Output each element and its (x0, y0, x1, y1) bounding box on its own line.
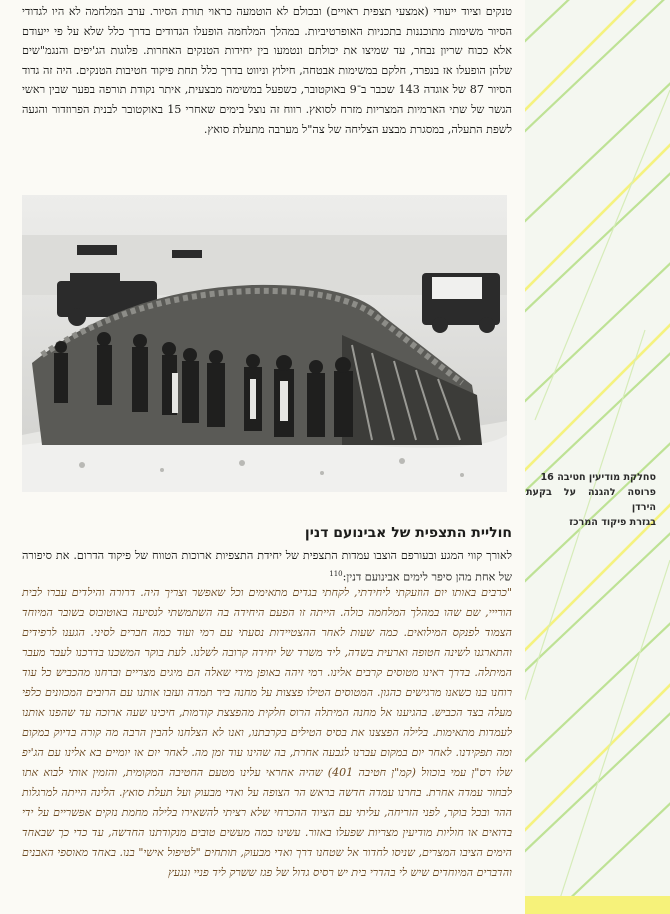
decorative-bottom-band (525, 896, 670, 914)
historical-photo (22, 195, 507, 492)
photo-caption (526, 470, 656, 530)
caption-line-1: סחלקת מודיעין חטיבה 16 (540, 472, 656, 483)
photo-illustration (22, 195, 507, 492)
decorative-stripes (525, 0, 670, 914)
section-intro-text: לאורך קווי המגע ובעורפם הוצבו עמדות התצפית של יחידת התצפיות ארוכות הטווח של פיקוד הדרום. את סיפורה של אחת מהן סיפר לימים אבינועם דנין: (22, 549, 512, 584)
section-intro (22, 547, 512, 587)
footnote-reference: 110 (329, 570, 343, 578)
caption-line-3: בגזרת פיקוד המרכז (569, 517, 656, 528)
top-paragraph (22, 2, 512, 139)
section-heading: חוליית התצפית של אבינועם דנין (304, 525, 512, 541)
testimony-quote (22, 583, 512, 883)
top-paragraph-text: טנקים וציוד ייעודי (אמצעי תצפית ראויים) ובכולם לא הוטמעה כראוי תורת הסיור. ערב המלחמה לא היו לגדודי הסיור משימות מתוכננות בתכניות האופרטיביות. במהלך המלחמה הופעלו הגדודים בדרך כלל שלא על פי ייעודם אלא ככוח שריון נבחר, עד שמיצו את יכולתם ונטמעו בין יחידות הטנקים האחרות. פלוגות הג'יפים והנגמ"שים שלהן הופעלו אז בנפרד, חלקם במשימות אבטחה, חילוץ וניווט בדרך כלל תחת פיקוד חטיבות הטנקים. היה זה גדוד הסיור 87 של אוגדה 143 שכבר ב־9 באוקטובר, כשפעל במשימה מבצעית, איתר נקודת תורפה בפער שבין ראשי הגשר של שתי הארמיות המצריות מזרח לסואץ. רווח זה נוצל בימים שאחרי 15 באוקטובר לבנית הפרוזדור והגעה לשפת התעלה, במסגרת מבצע הצליחה של צה"ל מערבה מתעלת סואץ. (22, 5, 512, 136)
caption-line-2: פרוסה להגנה על בקעת הירדן (526, 487, 656, 513)
testimony-quote-text: "כרבים באותו יום הוזעקתי ליחידתי, לקחתי בגדים מתאימים וכל שאפשר וצריך היה. דרורה והילדים עברו לבית הורייי, שם שהו במהלך המלחמה כולה. הייתה זו הפעם היחידה בה השתמשתי לנסיעה באוטובוס בשובר המיוחד הצמוד לפנקס המילואים. כמה שעות לאחר ההצטיידות נסעתי עם רמי ועוד כמה חברים לסיני. הגענו לרפידים והתארגנו לשינה חטופה וארעית בשדה, ליד משרד של יחידה קרובה לשלנו. לעת בוקר המשכנו בדרכנו לעבר מעבר המיתלה. בדרך ראינו מטוסים קרבים אלינו. רמי זיהה באופן מידי שאלה הם מיגים מצריים וברחנו מהכביש כל עוד רוחנו בנו כשאנו מרגישים כהגון. המטוסים הטילו פצצות על מחנה ביר תמדה ועזבו אותנו עם הרובים המכוונים כלפי מעלה בצד הכביש. בהגיענו אל מחנה המיתלה הרוס חלקית מהפצצת קודמות, חיכינו שעה ארוכה עד שהפנו אותנו לעמדות מתאימות. בלילה הפצצנו את בסיס הטילים בקרבתנו, ואנו לא הצלחנו להבין הרבה מה קורה בדיוק במקום ומה תפקידנו. לאחר יום במקום עברנו לגבעה אחרת, בה שהינו עוד זמן מה. לאחר יום או יומיים בא אלינו עם הג'יפ שלו רס"ן עמי בוכוול (קמ"ן חטיבה 401) שהיה אחראי עלינו מטעם החטיבה המקומית, והזמין אותי לבוא אתו לבחור עמדה אחרת. בחרנו עמדה חדשה בראש הר הצופה על ואדי מבעוק ועל תעלת סואץ. הלינה הייתה למרגלות ההר ובכל בוקר, לפני הזריחה, עליתי עם הציוד ההכרחי שלא רציתי להשאירו בלילה מחמת נזקים אפשריים על ידי בדואים או חוליות מודיעין מצריות שפעלו באזור. עשינו כמה מעשים טובים מנקודתנו החדשה, עד כדי כך שבאחד הימים הציבו המצרים, שניסו לחדור אל שטחנו דרך ואדי מבעוק, תותחים "לטיפול אישי" בנו. באחד מאוספי האבנים והדברים המיוחדים שיש לי בהדרי בית יש רסיס גדול של פגז ששרק ליד פניי ונגעץ (22, 586, 512, 879)
stripe-pattern (525, 0, 670, 914)
